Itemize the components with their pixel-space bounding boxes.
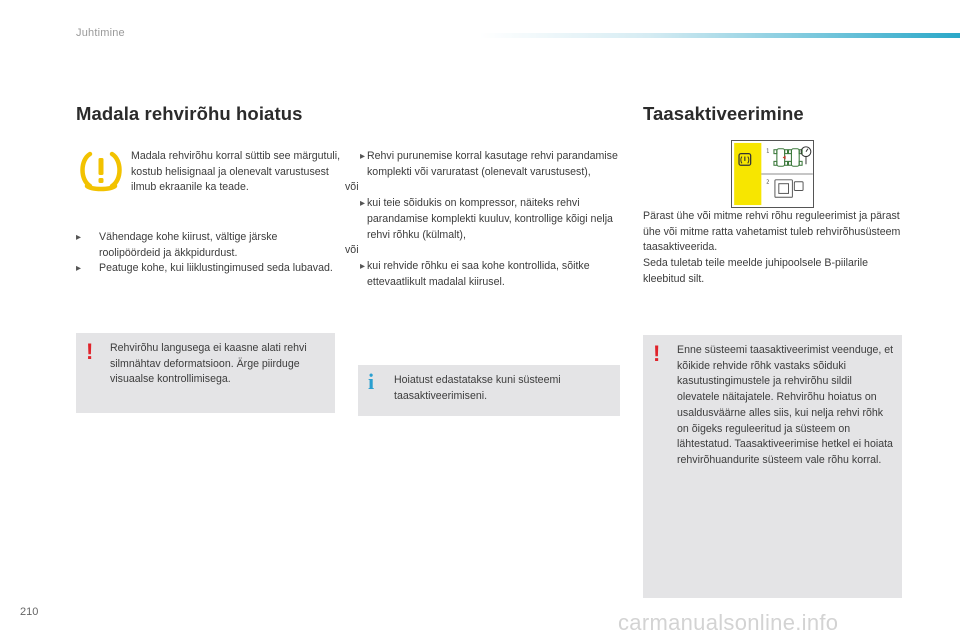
or-separator: või [345, 244, 359, 257]
list-item: ▸ Peatuge kohe, kui liiklustingimused seda lubavad. [76, 261, 338, 277]
section-title-reactivation: Taasaktiveerimine [643, 103, 804, 124]
list-item: ▸ kui rehvide rõhku ei saa kohe kontrollida, sõitke ettevaatlikult madalal kiirusel. [360, 259, 590, 288]
arrow-bullet-icon: ▸ [360, 198, 366, 210]
chapter-title: Juhtimine [76, 27, 125, 39]
reminder-paragraph: Seda tuletab teile meelde juhipoolsele B-piilarile kleebitud silt. [643, 257, 868, 285]
warning-text: Enne süsteemi taasaktiveerimist veenduge, et kõikide rehvide rõhk vastaks sõiduki kasutustingimustele ja rehvirõhu sildil olevatele näitajatele. Rehvirõhu hoiatus on usaldusväärne alles siis, kui nelja rehvi rõhk on õigeks reguleeritud ja süsteem on lähtestatud. Taasaktiveerimise hetkel ei hoiata rehvirõhuandurite süsteem vale rõhu korral. [677, 344, 894, 466]
warning-lamp-description: Madala rehvirõhu korral süttib see märgutuli, kostub helisignaal ja olenevalt varustusest ilmub ekraanile ka teade. [131, 150, 341, 194]
exclamation-icon: ! [86, 339, 94, 364]
action-list [345, 149, 620, 290]
or-separator: või [345, 181, 359, 194]
reset-label-illustration [731, 140, 814, 208]
info-icon: i [368, 369, 375, 394]
list-item: ▸ Rehvi purunemise korral kasutage rehvi parandamise komplekti või varuratast (olenevalt varustusest), [360, 150, 618, 178]
info-box [358, 365, 620, 416]
tyre-pressure-warning-icon [78, 150, 124, 192]
watermark: carmanualsonline.info [618, 610, 839, 635]
warning-box-right [643, 335, 902, 598]
warning-box-left [76, 333, 335, 413]
arrow-bullet-icon: ▸ [76, 232, 82, 243]
reactivation-paragraph: Pärast ühe või mitme rehvi rõhu reguleerimist ja pärast ühe või mitme ratta vahetamist tuleb rehvirõhusüsteem taasaktiveerida. [643, 210, 901, 254]
arrow-bullet-icon: ▸ [76, 263, 82, 275]
list-item: ▸ Vähendage kohe kiirust, vältige järske roolipöördeid ja äkkpidurdust. [76, 231, 278, 259]
exclamation-icon: ! [653, 341, 661, 366]
info-text: Hoiatust edastatakse kuni süsteemi taasaktiveerimiseni. [394, 374, 561, 402]
section-title-low-pressure: Madala rehvirõhu hoiatus [76, 103, 303, 124]
page-number: 210 [20, 606, 39, 618]
arrow-bullet-icon: ▸ [360, 260, 366, 272]
header-bar [480, 33, 960, 38]
reactivation-text [643, 209, 903, 288]
warning-text: Rehvirõhu langusega ei kaasne alati rehvi silmnähtav deformatsioon. Ärge piirduge visuaalse kontrollimisega. [110, 342, 307, 386]
left-bullet-list [76, 230, 338, 277]
arrow-bullet-icon: ▸ [360, 151, 366, 162]
panel-step-1: 1 [766, 148, 770, 155]
panel-step-2: 2 [766, 179, 770, 186]
list-item: ▸ kui teie sõidukis on kompressor, näiteks rehvi parandamise komplekti kuuluv, kontrollige kõigi nelja rehvi rõhku (külmalt), [360, 197, 613, 241]
